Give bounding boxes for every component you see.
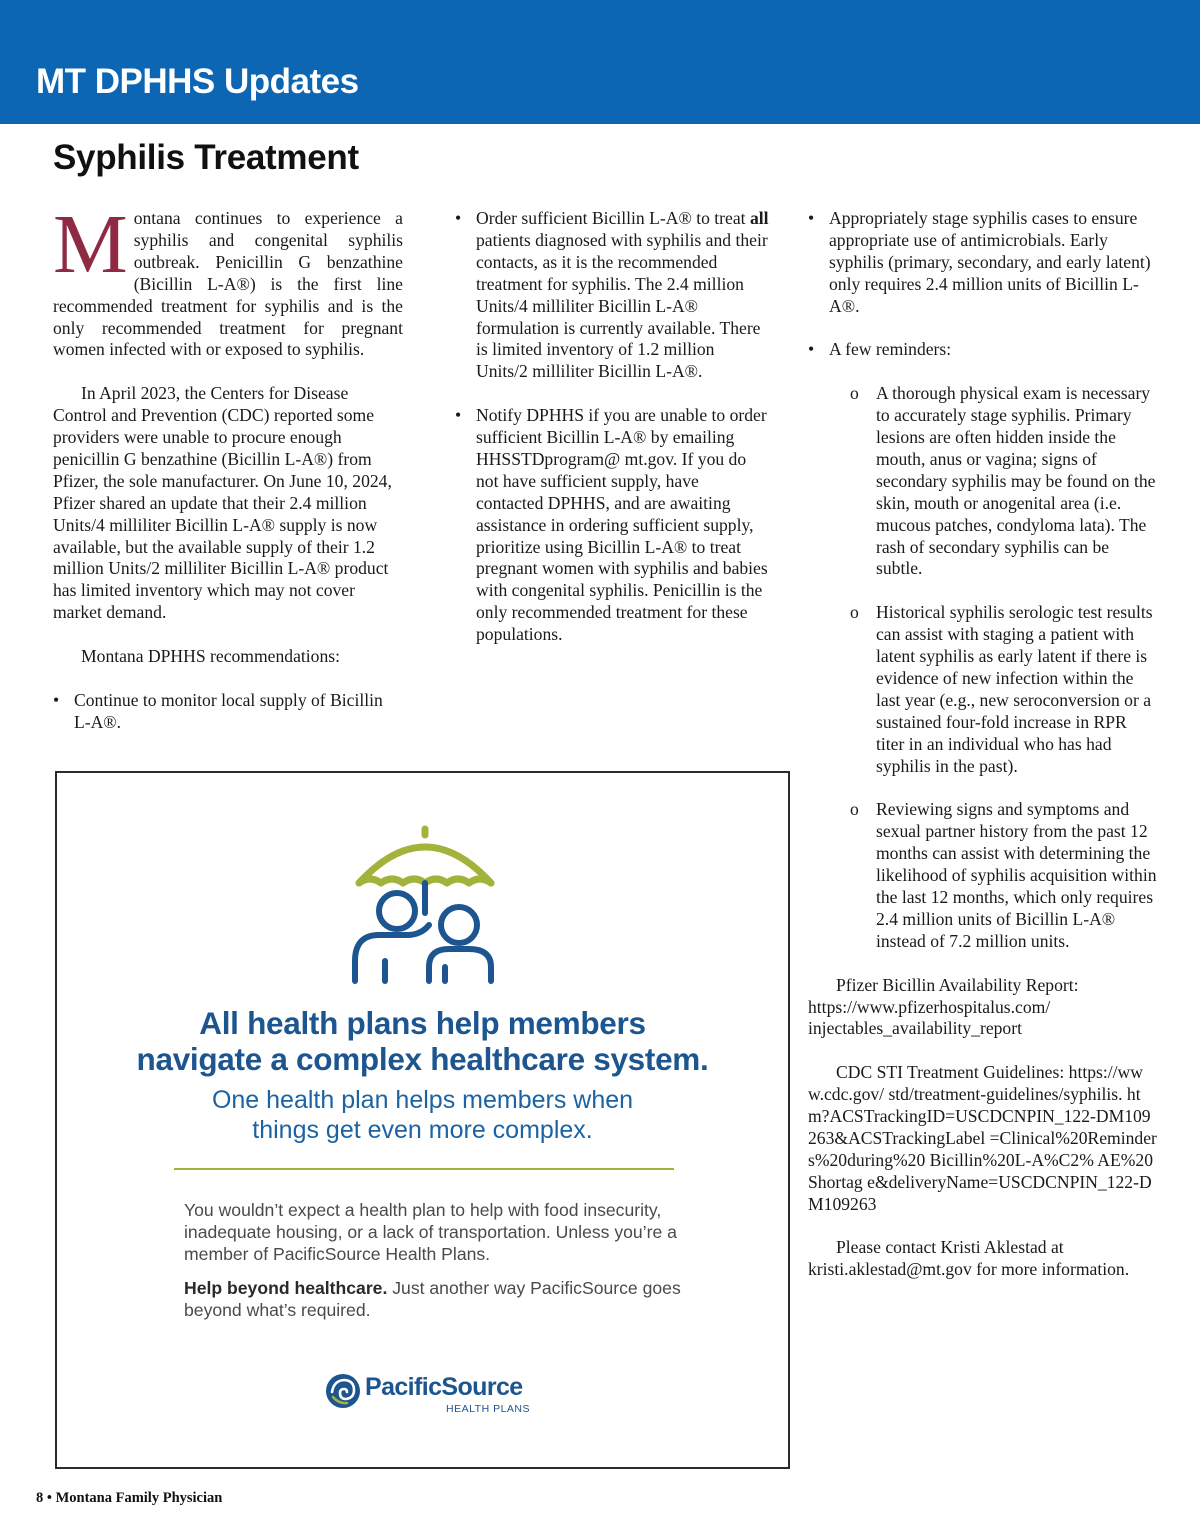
bullet-marker: • <box>455 405 462 426</box>
ad-body <box>184 1199 704 1321</box>
subbullet-marker: o <box>850 602 859 623</box>
ad-subheadline <box>57 1085 788 1145</box>
ad-body-paragraph-2 <box>184 1277 704 1321</box>
article-title: Syphilis Treatment <box>53 138 359 177</box>
bullet-text: Notify DPHHS if you are unable to order sufficient Bicillin L-A® by emailing HHSSTDprogram@ mt.gov. If you do not have sufficient supply, have contacted DPHHS, and are awaiting assistance in ordering sufficient supply, prioritize using Bicillin L-A® to treat pregnant women with syphilis and babies with congenital syphilis. Penicillin is the only recommended treatment for these populations. <box>476 405 768 645</box>
cdc-guidelines-reference <box>808 1062 1158 1215</box>
pacificsource-logo <box>325 1369 535 1421</box>
bullet-marker: • <box>808 208 815 228</box>
bullet-text: Appropriately stage syphilis cases to ensure appropriate use of antimicrobials. Early syphilis (primary, secondary, and early latent) only requires 2.4 million units of Bicillin L-A®. <box>829 208 1151 316</box>
ad-headline-line-1: All health plans help members <box>199 1005 646 1041</box>
ad-headline <box>57 1005 788 1077</box>
subbullet-signs-symptoms <box>808 799 1158 952</box>
bullet-marker: • <box>808 339 815 360</box>
bullet-text-bold: all <box>749 208 769 228</box>
section-title: MT DPHHS Updates <box>36 62 359 101</box>
page-footer <box>36 1490 222 1507</box>
cdc-report-paragraph: In April 2023, the Centers for Disease Control and Prevention (CDC) reported some providers were unable to procure enough penicillin G benzathine (Bicillin L-A®) from Pfizer, the sole manufacturer. On June 10, 2024, Pfizer shared an update that their 2.4 million Units/4 milliliter Bicillin L-A® supply is now available, but the available supply of their 1.2 million Units/2 milliliter Bicillin L-A® product has limited inventory which may not cover market demand. <box>53 383 392 623</box>
bullet-stage-syphilis <box>808 208 1158 318</box>
pfizer-link[interactable]: https://www.pfizerhospitalus.com/ injectables_availability_report <box>808 996 1051 1039</box>
subbullet-text: Historical syphilis serologic test results can assist with staging a patient with latent syphilis as early latent if there is evidence of new infection within the last year (e.g., new seroconversion or a sustained four-fold increase in RPR titer in an individual who has had syphilis in the past). <box>876 602 1153 776</box>
ad-body-rest: Just another way PacificSource goes beyond what’s required. <box>184 1278 681 1320</box>
ad-subheadline-line-2: things get even more complex. <box>252 1116 593 1144</box>
subbullet-text: Reviewing signs and symptoms and sexual partner history from the past 12 months can assist with determining the likelihood of syphilis acquisition within the last 12 months, which only requires 2.4 million units of Bicillin L-A® instead of 7.2 million units. <box>876 799 1157 951</box>
subbullet-physical-exam <box>808 383 1158 580</box>
contact-paragraph: Please contact Kristi Aklestad at kristi.aklestad@mt.gov for more information. <box>808 1237 1130 1280</box>
subbullet-text: A thorough physical exam is necessary to accurately stage syphilis. Primary lesions are often hidden inside the mouth, anus or vagina; signs of secondary syphilis may be found on the skin, mouth or anogenital area (i.e. mucous patches, condyloma lata). The rash of secondary syphilis can be subtle. <box>876 383 1156 579</box>
logo-tagline: HEALTH PLANS <box>446 1403 530 1415</box>
bullet-text-a: Order sufficient Bicillin L-A® to treat <box>476 208 750 228</box>
umbrella-family-icon <box>345 821 505 989</box>
bullet-reminders <box>808 339 1158 361</box>
bullet-text-b: patients diagnosed with syphilis and their contacts, as it is the recommended treatment for syphilis. The 2.4 million Units/4 milliliter Bicillin L-A® formulation is currently available. There is limited inventory of 1.2 million Units/2 milliliter Bicillin L-A®. <box>476 229 768 382</box>
ad-headline-line-2: navigate a complex healthcare system. <box>136 1041 709 1077</box>
drop-cap: M <box>53 198 128 291</box>
bullet-text: Continue to monitor local supply of Bicillin L-A®. <box>74 689 383 732</box>
publication-name: Montana Family Physician <box>55 1490 223 1506</box>
bullet-monitor-supply <box>53 690 403 734</box>
column-3 <box>808 208 1158 1281</box>
subbullet-marker: o <box>850 383 859 404</box>
cdc-link[interactable]: https://www.cdc.gov/ std/treatment-guidelines/syphilis. htm?ACSTrackingID=USCDCNPIN_122-DM109263&ACSTrackingLabel =Clinical%20Reminders%20during%20 Bicillin%20L-A%C2% AE%20Shortag e&deliveryName=USCDCNPIN_122-DM109263 <box>808 1062 1157 1214</box>
bullet-text: A few reminders: <box>829 339 952 360</box>
pfizer-label: Pfizer Bicillin Availability Report: <box>836 974 1079 995</box>
bullet-order-sufficient <box>455 208 770 383</box>
recommendations-heading: Montana DPHHS recommendations: <box>81 646 340 667</box>
cdc-label: CDC STI Treatment Guidelines: <box>836 1062 1065 1083</box>
page-number: 8 <box>36 1490 44 1506</box>
subbullet-serologic-test <box>808 602 1158 777</box>
bullet-marker: • <box>455 208 462 228</box>
intro-paragraph <box>53 198 403 361</box>
pacificsource-ad <box>55 771 790 1469</box>
ad-body-paragraph-1: You wouldn’t expect a health plan to help with food insecurity, inadequate housing, or a lack of transportation. Unless you’re a member of PacificSource Health Plans. <box>184 1200 677 1264</box>
bullet-marker: • <box>53 689 60 710</box>
ad-subheadline-line-1: One health plan helps members when <box>211 1086 634 1114</box>
intro-text: ontana continues to experience a syphilis and congenital syphilis outbreak. Penicillin G benzathine (Bicillin L-A®) is the first line recommended treatment for syphilis and is the only recommended treatment for pregnant women infected with or exposed to syphilis. <box>53 208 403 360</box>
bullet-notify-dphhs <box>455 405 770 646</box>
column-1 <box>53 198 403 734</box>
swirl-logo-icon <box>325 1373 361 1409</box>
column-2 <box>455 208 770 646</box>
pfizer-report-reference <box>808 975 1158 1041</box>
ad-divider <box>174 1168 674 1170</box>
ad-body-bold: Help beyond healthcare. <box>184 1278 388 1298</box>
logo-name: PacificSource <box>365 1373 523 1401</box>
footer-separator: • <box>46 1490 52 1506</box>
subbullet-marker: o <box>850 799 859 820</box>
